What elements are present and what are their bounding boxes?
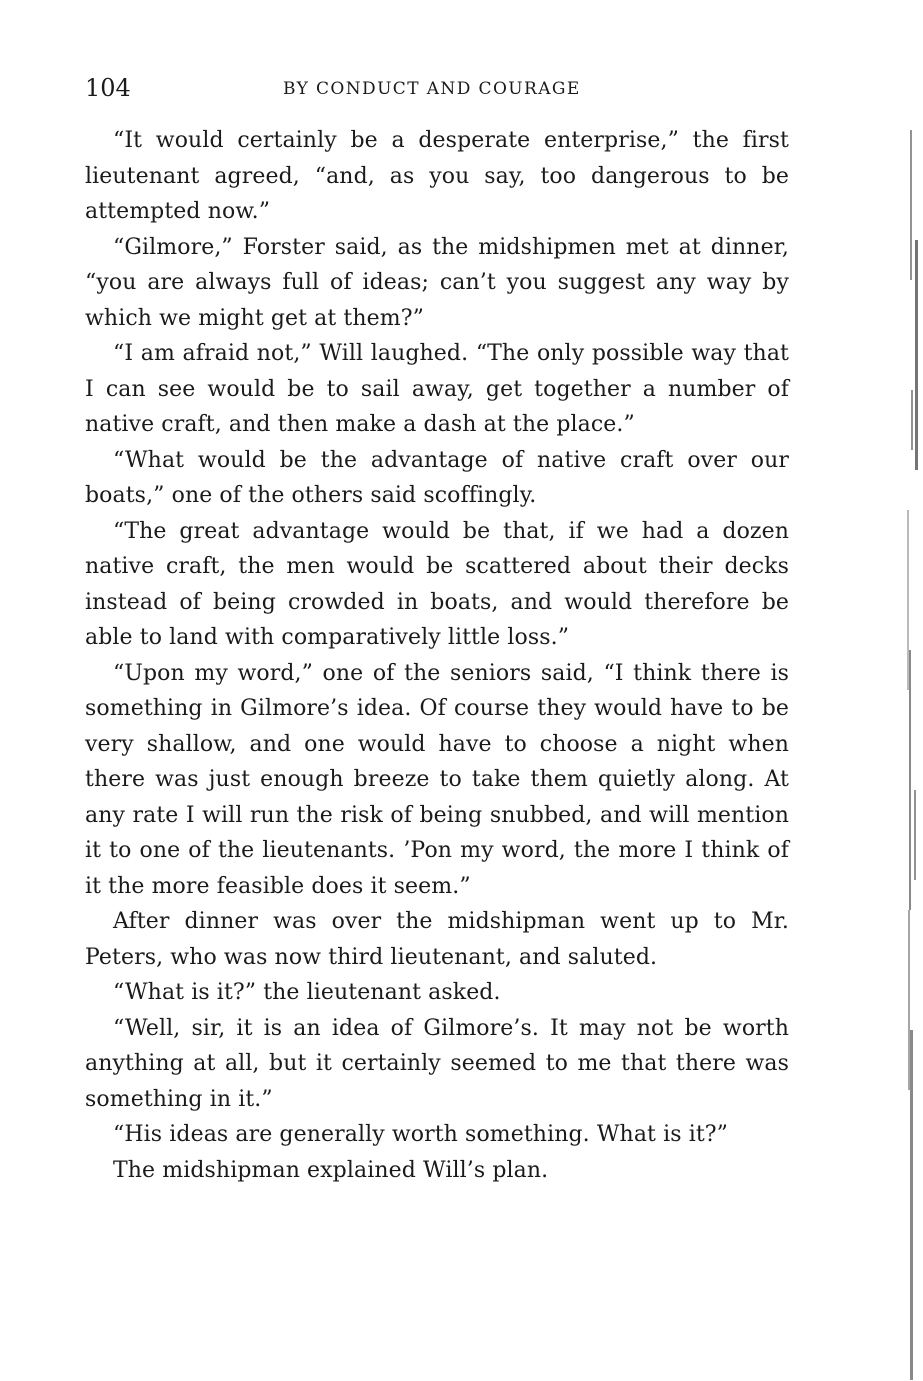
- paragraph: The midshipman explained Will’s plan.: [113, 1157, 549, 1183]
- paragraph: “The great advantage would be that, if we had a dozen native craft, the men would be scattered about their decks instead of being crowded in boats, and would therefore be able to land with comparatively little loss.”: [85, 518, 789, 650]
- paragraph: “It would certainly be a desperate enterprise,” the first lieutenant agreed, “and, as you say, too dangerous to be attempted now.”: [85, 128, 789, 224]
- paragraph: “I am afraid not,” Will laughed. “The only possible way that I can see would be to sail away, get together a number of native craft, and then make a dash at the place.”: [85, 341, 789, 437]
- paragraph: “His ideas are generally worth something. What is it?”: [113, 1122, 729, 1147]
- paragraph: “What would be the advantage of native craft over our boats,” one of the others said scoffingly.: [85, 447, 789, 508]
- page-number: 104: [85, 74, 131, 102]
- scan-page-edge: [905, 90, 923, 1381]
- paragraph: “Well, sir, it is an idea of Gilmore’s. It may not be worth anything at all, but it certainly seemed to me that there was something in it.”: [85, 1015, 789, 1112]
- paragraph: “Gilmore,” Forster said, as the midshipmen met at dinner, “you are always full of ideas; can’t you suggest any way by which we might get at them?”: [85, 234, 789, 331]
- running-head: [85, 72, 795, 104]
- paragraph: After dinner was over the midshipman went up to Mr. Peters, who was now third lieutenant, and saluted.: [85, 909, 789, 970]
- paragraph: “What is it?” the lieutenant asked.: [113, 980, 501, 1005]
- body-text: [85, 123, 789, 1188]
- running-title: BY CONDUCT AND COURAGE: [283, 79, 581, 99]
- paragraph: “Upon my word,” one of the seniors said, “I think there is something in Gilmore’s idea. Of course they would have to be very shallow, and one would have to choose a night when there was just enough breeze to take them quietly along. At any rate I will run the risk of being snubbed, and will mention it to one of the lieutenants. ’Pon my word, the more I think of it the more feasible does it seem.”: [85, 660, 789, 899]
